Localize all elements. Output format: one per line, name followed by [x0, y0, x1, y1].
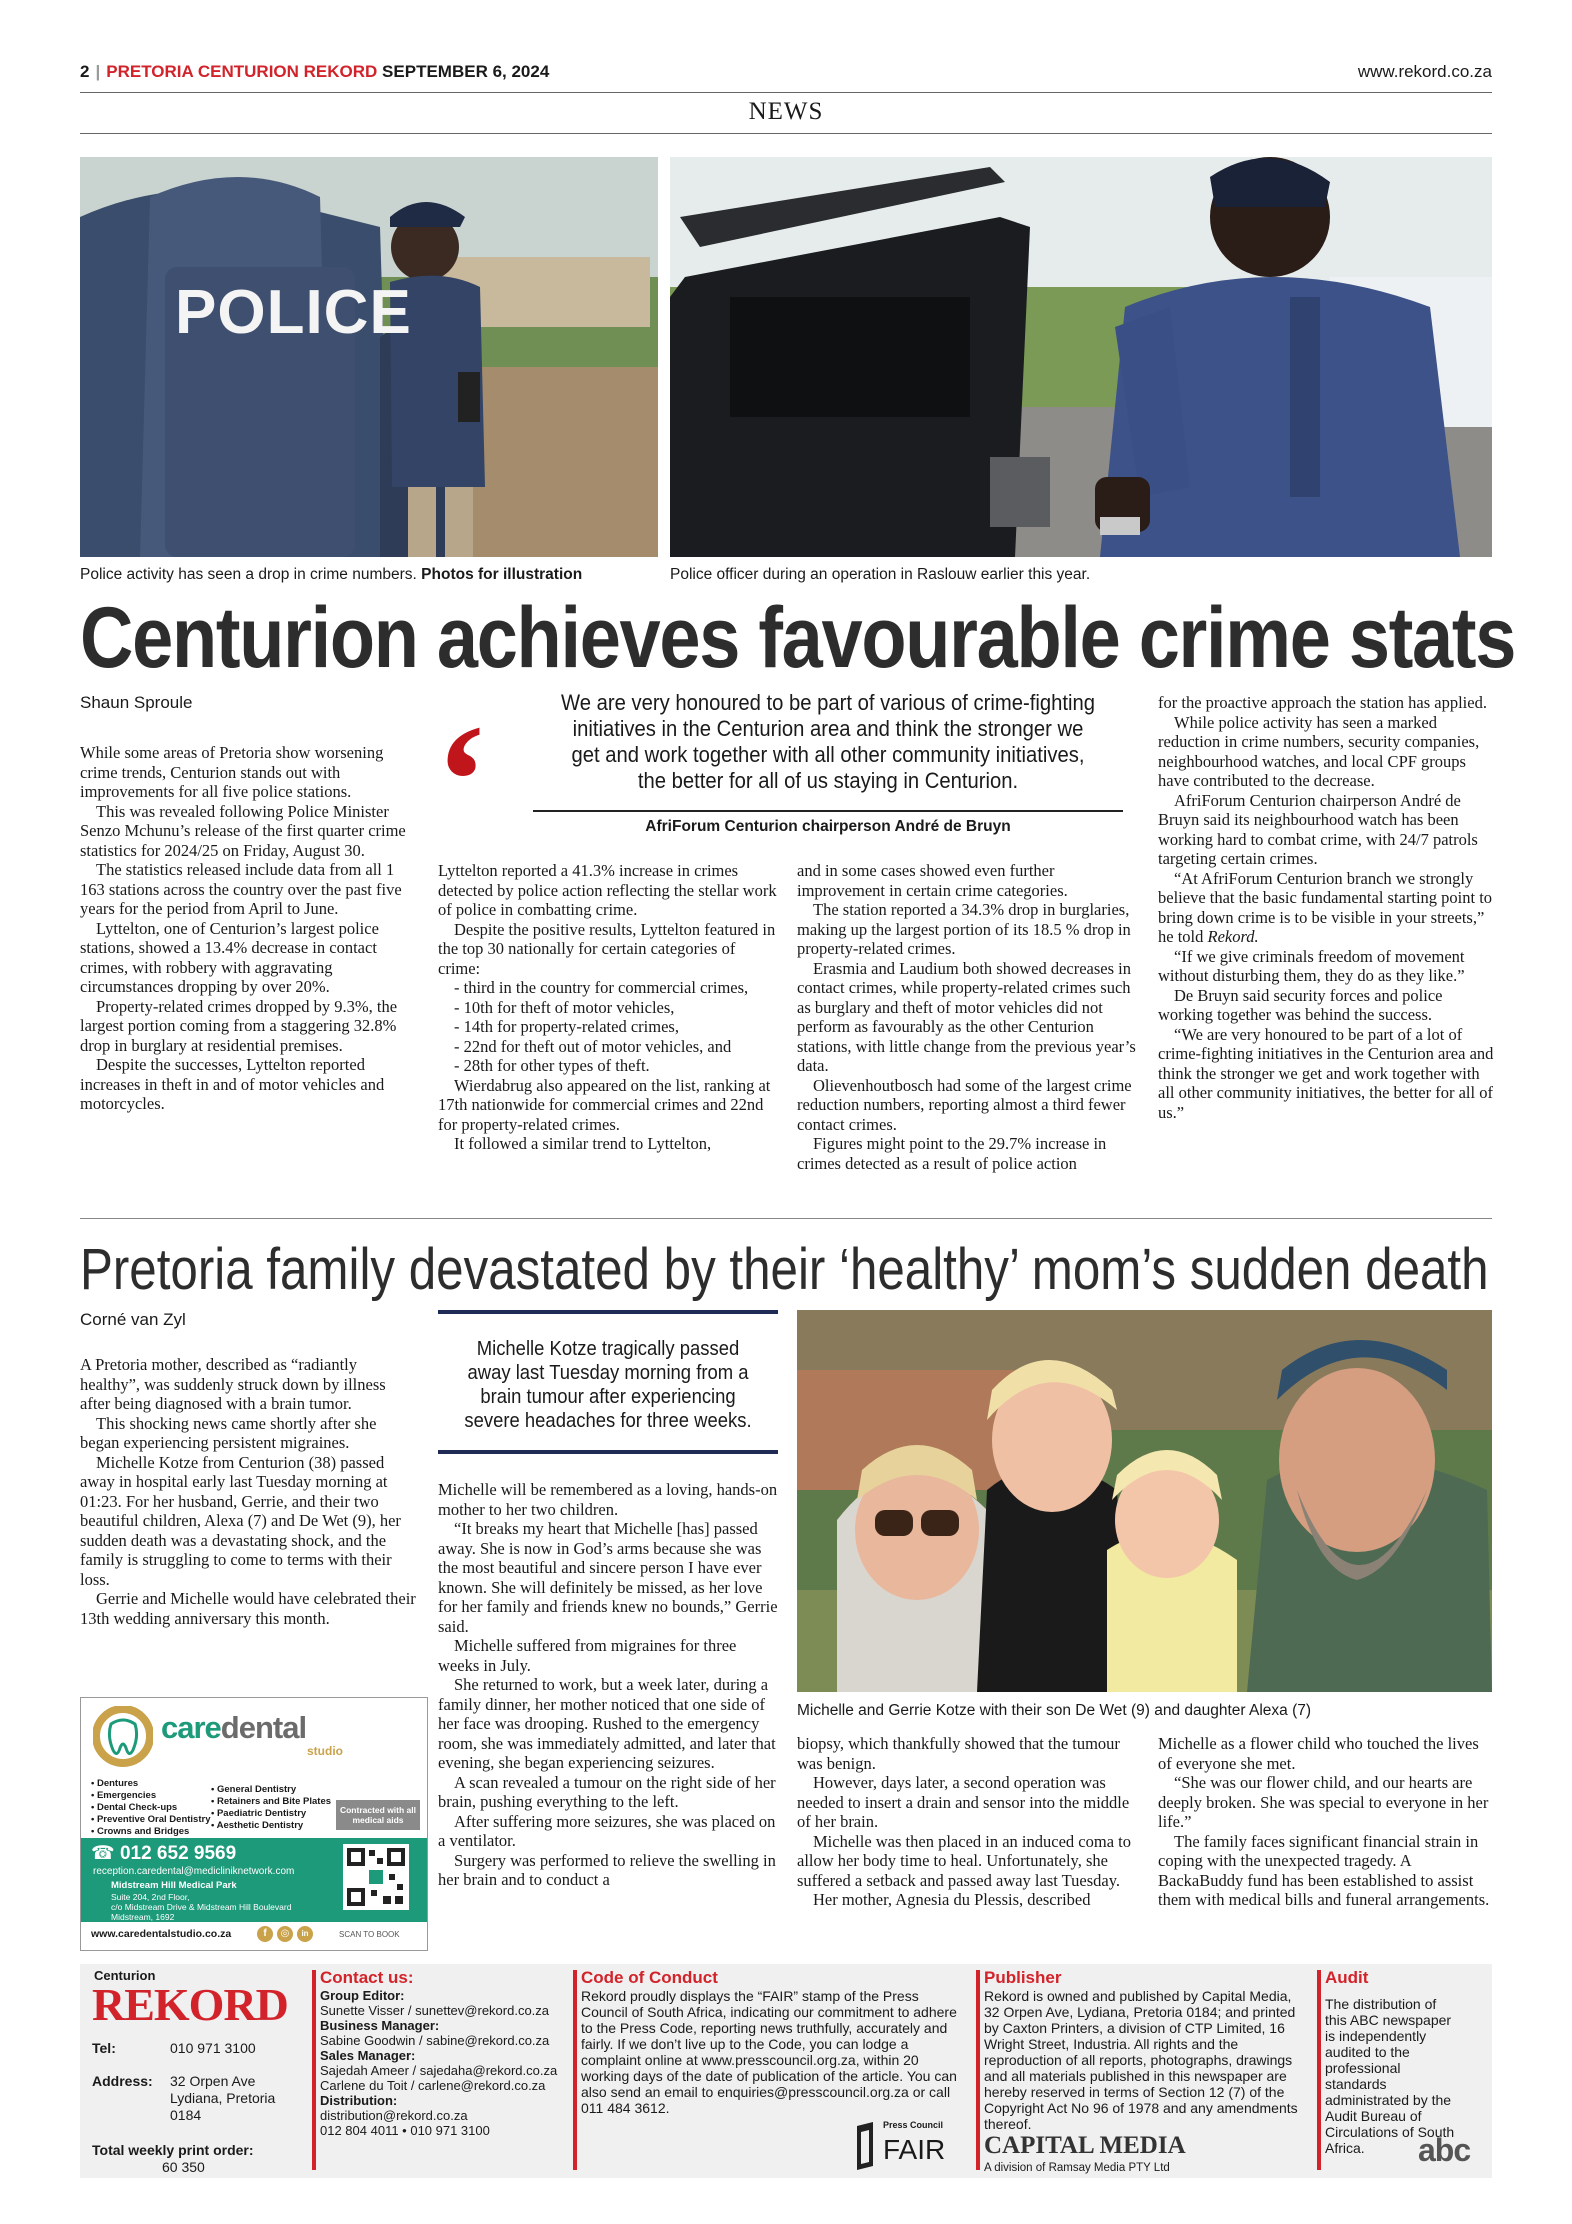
story2-column-4: [1158, 1734, 1494, 1910]
instagram-icon[interactable]: ◎: [277, 1926, 293, 1942]
story1-column-4: [1158, 693, 1494, 1122]
section-rule: [80, 133, 1492, 134]
rekord-italic: Rekord.: [1207, 927, 1259, 946]
service-item: • General Dentistry: [211, 1784, 297, 1795]
paragraph: “We are very honoured to be part of a lot of crime-fighting initiatives in the Centurion area and think the stronger we get and work together with all other community initiatives, the better for all of us.”: [1158, 1024, 1494, 1122]
paragraph: The family faces significant financial strain in coping with the unexpected tragedy. A BackaBuddy fund has been established to assist them with medical bills and funeral arrangements.: [1158, 1831, 1490, 1909]
sales-manager-contact[interactable]: Sajedah Ameer / sajedaha@rekord.co.za: [320, 2063, 558, 2078]
tel-value: 010 971 3100: [170, 2040, 256, 2056]
address-line: Suite 204, 2nd Floor,: [111, 1892, 190, 1902]
byline-shaun-sproule: Shaun Sproule: [80, 693, 193, 712]
section-title: NEWS: [748, 98, 824, 125]
footer-tel-row: [92, 2040, 292, 2057]
distribution-label: Distribution:: [320, 2093, 398, 2108]
list-item: - 28th for other types of theft.: [454, 1056, 650, 1075]
service-item: • Retainers and Bite Plates: [211, 1796, 332, 1807]
distribution-contact[interactable]: distribution@rekord.co.za: [320, 2108, 468, 2123]
paragraph: AfriForum Centurion chairperson André de Bruyn said its neighbourhood watch has been working hard to combat crime, with 24/7 patrols targeting certain crimes.: [1158, 790, 1478, 868]
ad-website[interactable]: www.caredentalstudio.co.za: [91, 1928, 232, 1940]
paragraph: Figures might point to the 29.7% increase in crimes detected as a result of police action: [797, 1134, 1107, 1173]
paragraph: “She was our flower child, and our hearts are deeply broken. She was special to everyone in her life.”: [1158, 1773, 1489, 1831]
fair-big-text: FAIR: [883, 2134, 946, 2165]
headline-crime-stats: Centurion achieves favourable crime stats: [80, 590, 1516, 686]
ad-services-right: [211, 1784, 331, 1832]
ad-medical-aid-badge: Contracted with all medical aids: [336, 1800, 420, 1830]
print-order-label: Total weekly print order:: [92, 2142, 254, 2158]
ad-phone[interactable]: ☎ 012 652 9569: [91, 1843, 237, 1864]
pull-quote-crime: We are very honoured to be part of various of crime-fighting initiatives in the Centurion area and think the stronger we get and work together with all other community initiatives, the better for all of us staying in Centurion.: [560, 690, 1096, 793]
address-value: [170, 2073, 275, 2124]
issue-date: SEPTEMBER 6, 2024: [382, 62, 550, 81]
paragraph: Lyttelton, one of Centurion’s largest police stations, showed a 13.4% decrease in contact crimes, with robbery with aggravating circumstances dropping by over 20%.: [80, 918, 379, 996]
group-editor-contact[interactable]: Sunette Visser / sunettev@rekord.co.za: [320, 2003, 550, 2018]
paragraph: She returned to work, but a week later, during a family dinner, her mother noticed that one side of her face was drooping. Rushed to the emergency room, she was immediately admitted, and later that evening, she began experiencing seizures.: [438, 1675, 776, 1772]
publication-name: PRETORIA CENTURION REKORD: [106, 62, 378, 81]
ad-scan-to-book: SCAN TO BOOK: [339, 1930, 400, 1939]
footer-divider-bar: [1317, 1970, 1321, 2170]
paragraph: However, days later, a second operation was needed to insert a drain and sensor into the middle of her brain.: [797, 1773, 1130, 1831]
quote-mark-icon: ‘: [435, 691, 489, 869]
ad-social-icons: [257, 1926, 313, 1942]
paragraph: Erasmia and Laudium both showed decreases in contact crimes, while property-related crimes such as burglary and theft of motor vehicles did not perform as favourably as the other Centurion stations, with little change from the previous year’s data.: [797, 958, 1136, 1075]
group-editor-label: Group Editor:: [320, 1988, 405, 2003]
caption-1-text: Police activity has seen a drop in crime numbers.: [80, 566, 417, 583]
contact-title: Contact us:: [320, 1968, 414, 1987]
caption-1-credit: Photos for illustration: [421, 566, 583, 583]
paragraph: A scan revealed a tumour on the right side of her brain, pushing everything to the left.: [438, 1772, 776, 1811]
paragraph: Olievenhoutbosch had some of the largest crime reduction numbers, reporting almost a third fewer contact crimes.: [797, 1075, 1132, 1134]
address-line: c/o Midstream Drive & Midstream Hill Boulevard: [111, 1902, 292, 1912]
paragraph: Despite the positive results, Lyttelton featured in the top 30 nationally for certain categories of crime:: [438, 919, 776, 978]
address-line: Lydiana, Pretoria: [170, 2090, 276, 2106]
footer-publisher: [984, 1968, 1304, 2132]
paragraph: The station reported a 34.3% drop in burglaries, making up the largest portion of its 18.5 % drop in property-related crimes.: [797, 900, 1131, 958]
masthead-rekord-logo: REKORD: [92, 1979, 288, 2030]
photo-caption-2: Police officer during an operation in Raslouw earlier this year.: [670, 566, 1091, 583]
qr-code-icon[interactable]: [343, 1844, 409, 1910]
paragraph: Michelle was then placed in an induced coma to allow her body time to heal. Unfortunately, she suffered a setback and passed away last Tuesday.: [797, 1831, 1131, 1890]
paragraph: While police activity has seen a marked reduction in crime numbers, security companies, neighbourhood watches, and local CPF groups have contributed to the decrease.: [1158, 712, 1480, 790]
service-item: • Dental Check-ups: [91, 1802, 178, 1813]
service-item: • Aesthetic Dentistry: [211, 1820, 304, 1831]
police-officer-car-photo: [670, 157, 1492, 557]
sales-manager-label: Sales Manager:: [320, 2048, 416, 2063]
paragraph: This was revealed following Police Minister Senzo Mchunu’s release of the first quarter crime statistics for 2024/25 on Friday, August 30.: [80, 801, 406, 860]
website-link[interactable]: www.rekord.co.za: [1357, 62, 1492, 81]
paragraph: Surgery was performed to relieve the swelling in her brain and to conduct a: [438, 1850, 776, 1889]
story2-column-3: [797, 1734, 1137, 1910]
paragraph: Michelle Kotze from Centurion (38) passed away in hospital early last Tuesday morning at 01:23. For her husband, Gerrie, and their two beautiful children, Alexa (7) and De Wet (9), her sudden death was a devastating shock, and the family is struggling to come to terms with their loss.: [80, 1452, 401, 1589]
pull-quote-top-rule: [438, 1310, 778, 1314]
linkedin-icon[interactable]: in: [297, 1926, 313, 1942]
paragraph: Property-related crimes dropped by 9.3%, the largest portion coming from a staggering 32.8% drop in burglary at residential premises.: [80, 996, 398, 1055]
paragraph: Despite the successes, Lyttelton reported increases in theft in and of motor vehicles and motorcycles.: [80, 1055, 385, 1113]
page-number: 2: [80, 62, 90, 81]
abc-logo: abc: [1418, 2132, 1471, 2168]
paragraph: Michelle suffered from migraines for three weeks in July.: [438, 1636, 737, 1675]
distribution-phone: 012 804 4011 • 010 971 3100: [320, 2123, 490, 2138]
address-line: 32 Orpen Ave: [170, 2073, 256, 2089]
headline-family-devastated: Pretoria family devastated by their ‘healthy’ mom’s sudden death: [80, 1237, 1489, 1302]
tooth-logo-icon: [93, 1706, 153, 1770]
conduct-title: Code of Conduct: [581, 1968, 718, 1987]
paragraph: De Bruyn said security forces and police working together was behind the success.: [1158, 985, 1443, 1024]
tel-label: Tel:: [92, 2040, 116, 2056]
facebook-icon[interactable]: f: [257, 1926, 273, 1942]
photo-caption-1: [80, 565, 658, 585]
capital-media-sub: A division of Ramsay Media PTY Ltd: [984, 2162, 1170, 2174]
capital-media-logo: CAPITAL MEDIA: [984, 2132, 1186, 2159]
ad-address: [111, 1892, 291, 1922]
paragraph: Michelle as a flower child who touched the lives of everyone she met.: [1158, 1734, 1479, 1773]
service-item: • Paediatric Dentistry: [211, 1808, 307, 1819]
footer-office-details: [92, 2040, 292, 2176]
paragraph: [1158, 869, 1494, 947]
sales-manager-contact[interactable]: Carlene du Toit / carlene@rekord.co.za: [320, 2078, 546, 2093]
list-item: - 22nd for theft out of motor vehicles, and: [454, 1036, 732, 1056]
quote-text: “At AfriForum Centurion branch we strongly believe that the basic fundamental starting point to bring down crime is to be visible in your streets,” he told: [1158, 868, 1493, 946]
audit-title: Audit: [1325, 1968, 1369, 1987]
publisher-title: Publisher: [984, 1968, 1062, 1987]
paragraph: This shocking news came shortly after she began experiencing persistent migraines.: [80, 1413, 377, 1452]
pull-quote-rule: [533, 810, 1123, 812]
story1-column-1: [80, 743, 418, 1114]
story2-column-2: [438, 1480, 778, 1890]
address-line: 0184: [170, 2107, 202, 2123]
paragraph: for the proactive approach the station has applied.: [1158, 693, 1487, 712]
paragraph: A Pretoria mother, described as “radiantly healthy”, was suddenly struck down by illness after being diagnosed with a brain tumor.: [80, 1355, 386, 1413]
story1-column-3: [797, 861, 1137, 1173]
publisher-text: Rekord is owned and published by Capital Media, 32 Orpen Ave, Lydiana, Pretoria 0184; and printed by Caxton Printers, a division of CTP Limited, 16 Wright Street, Industria. All rights and the reproduction of all reports, photographs, drawings and all materials published in this newspaper are hereby reserved in terms of Section 12 (7) of the Copyright Act No 96 of 1978 and any amendments thereof.: [984, 1988, 1298, 2132]
business-manager-contact[interactable]: Sabine Goodwin / sabine@rekord.co.za: [320, 2033, 550, 2048]
police-vest-lettering: POLICE: [175, 278, 412, 347]
pull-quote-attribution: AfriForum Centurion chairperson André de Bruyn: [645, 818, 1011, 835]
family-photo-caption: Michelle and Gerrie Kotze with their son De Wet (9) and daughter Alexa (7): [797, 1702, 1312, 1719]
story-divider: [80, 1218, 1492, 1219]
ad-email[interactable]: reception.caredental@medicliniknetwork.com: [93, 1866, 295, 1877]
kotze-family-photo: [797, 1310, 1492, 1692]
paragraph: Michelle will be remembered as a loving, hands-on mother to her two children.: [438, 1480, 778, 1519]
list-item: - 10th for theft of motor vehicles,: [454, 997, 675, 1017]
story1-column-2: [438, 861, 778, 1154]
business-manager-label: Business Manager:: [320, 2018, 440, 2033]
footer-divider-bar: [573, 1970, 577, 2170]
police-back-photo: [80, 157, 658, 557]
folio: [80, 62, 549, 82]
print-order-value: 60 350: [162, 2159, 205, 2175]
list-item: - third in the country for commercial crimes,: [454, 978, 749, 997]
folio-separator: |: [95, 62, 101, 81]
service-item: • Preventive Oral Dentistry: [91, 1814, 211, 1825]
ad-contact-panel: [81, 1838, 427, 1922]
pull-quote-kotze: Michelle Kotze tragically passed away last Tuesday morning from a brain tumour after experiencing severe headaches for three weeks.: [464, 1337, 752, 1432]
ad-address-title: Midstream Hill Medical Park: [111, 1880, 237, 1891]
paragraph: and in some cases showed even further improvement in certain crime categories.: [797, 861, 1068, 900]
paragraph: Lyttelton reported a 41.3% increase in crimes detected by police action reflecting the stellar work of police in combatting crime.: [438, 861, 777, 919]
footer-audit: [1325, 1968, 1460, 2156]
paragraph: While some areas of Pretoria show worsening crime trends, Centurion stands out with improvements for all five police stations.: [80, 743, 384, 801]
paragraph: The statistics released include data from all 1 163 stations across the country over the past five years for the period from April to June.: [80, 860, 402, 918]
address-label: Address:: [92, 2073, 153, 2089]
ad-brand-care: care: [161, 1710, 221, 1745]
footer-code-of-conduct: [581, 1968, 966, 2116]
service-item: • Dentures: [91, 1778, 139, 1789]
ad-brand: [161, 1710, 306, 1746]
paragraph: Gerrie and Michelle would have celebrated their 13th wedding anniversary this month.: [80, 1589, 416, 1628]
ad-services-left: [91, 1778, 211, 1838]
paragraph: Wierdabrug also appeared on the list, ranking at 17th nationwide for commercial crimes and 22nd for property-related crimes.: [438, 1075, 771, 1134]
ad-brand-studio: studio: [307, 1744, 343, 1758]
press-council-fair-logo: [855, 2120, 945, 2172]
paragraph: biopsy, which thankfully showed that the tumour was benign.: [797, 1734, 1120, 1773]
story2-column-1: [80, 1355, 418, 1628]
ad-brand-dental: dental: [220, 1710, 307, 1745]
paragraph: “It breaks my heart that Michelle [has] passed away. She is now in God’s arms because she was the most beautiful and sincere person I have ever known. She will definitely be missed, as her love for her family and friends knew no bounds,” Gerrie said.: [438, 1519, 778, 1636]
paragraph: After suffering more seizures, she was placed on a ventilator.: [438, 1811, 776, 1850]
service-item: • Emergencies: [91, 1790, 157, 1801]
byline-corne-van-zyl: Corné van Zyl: [80, 1310, 186, 1329]
footer-divider-bar: [312, 1970, 316, 2170]
header-rule: [80, 92, 1492, 93]
pull-quote-bottom-rule: [438, 1450, 778, 1454]
conduct-text: Rekord proudly displays the “FAIR” stamp of the Press Council of South Africa, indicating our commitment to adhere to the Press Code, reporting news truthfully, accurately and fairly. If we don’t live up to the Code, you can lodge a complaint online at www.presscouncil.org.za, within 20 working days of the date of publication of the article. You can also send an email to enquiries@presscouncil.org.za or call 011 484 3612.: [581, 1988, 957, 2116]
footer-address-row: [92, 2073, 292, 2124]
paragraph: Her mother, Agnesia du Plessis, described: [813, 1890, 1091, 1909]
footer-contact-us: [320, 1968, 560, 2138]
fair-stamp-icon: [855, 2122, 877, 2170]
fair-small-text: Press Council: [883, 2120, 944, 2130]
paragraph: “If we give criminals freedom of movement without disturbing them, they do as they like.”: [1158, 946, 1465, 985]
service-item: • Crowns and Bridges: [91, 1826, 190, 1837]
audit-text: The distribution of this ABC newspaper is independently audited to the professional standards administrated by the Audit Bureau of Circulations of South Africa.: [1325, 1996, 1455, 2156]
paragraph: It followed a similar trend to Lyttelton,: [454, 1134, 712, 1153]
footer-divider-bar: [976, 1970, 980, 2170]
ad-phone-number: 012 652 9569: [119, 1843, 237, 1864]
address-line: Midstream, 1692: [111, 1912, 175, 1922]
care-dental-advert[interactable]: [80, 1697, 428, 1951]
masthead-centurion: Centurion: [94, 1968, 156, 1983]
list-item: - 14th for property-related crimes,: [454, 1017, 679, 1036]
